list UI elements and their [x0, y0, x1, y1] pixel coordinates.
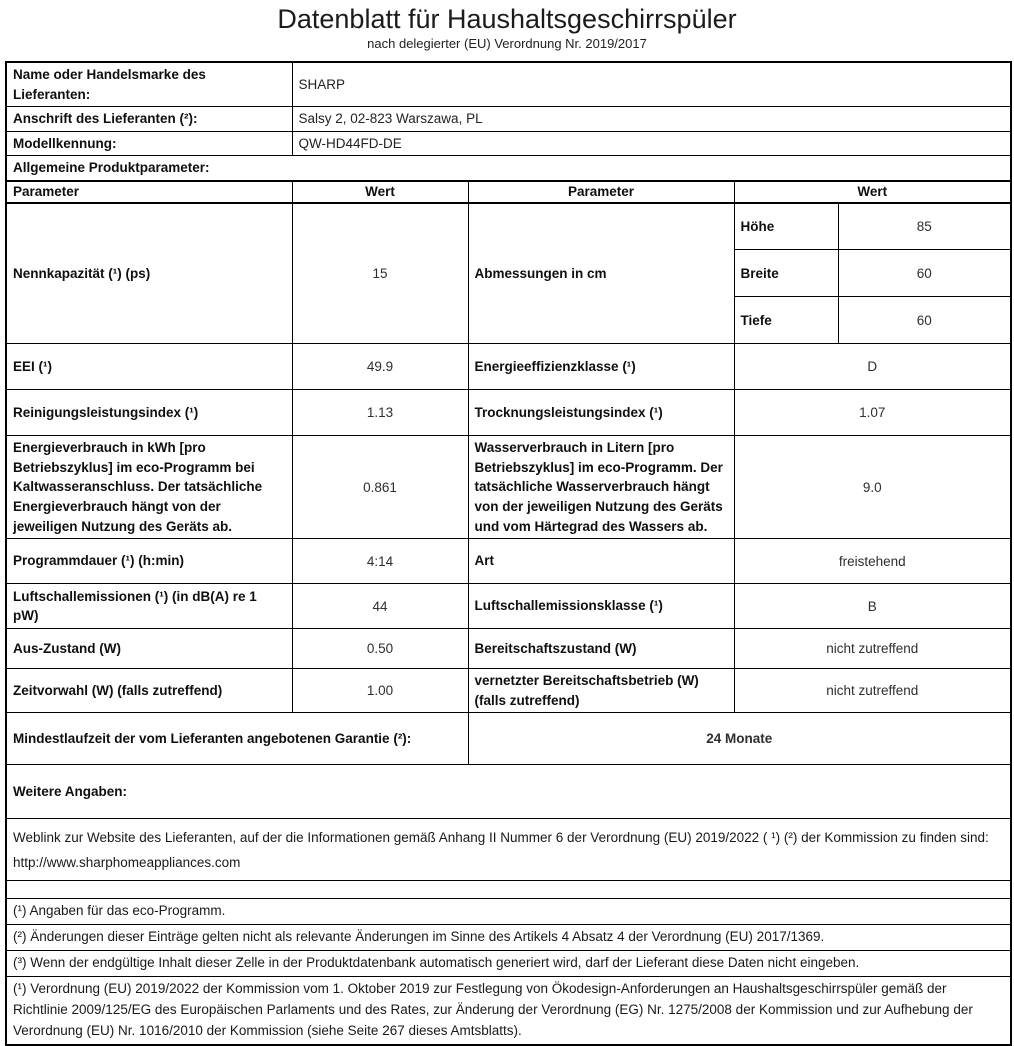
warranty-label: Mindestlaufzeit der vom Lieferanten angebotenen Garantie (²): [6, 713, 468, 765]
noise-class-value: B [734, 584, 1011, 629]
more-info-row [6, 765, 1011, 819]
warranty-row [6, 713, 1011, 765]
footnote-1: (¹) Angaben für das eco-Programm. [6, 899, 1011, 925]
more-info-label: Weitere Angaben: [6, 765, 1011, 819]
networked-standby-label: vernetzter Bereitschaftsbetrieb (W) (falls zutreffend) [468, 669, 734, 713]
section-header: Allgemeine Produktparameter: [6, 156, 1011, 181]
off-mode-value: 0.50 [292, 629, 468, 669]
delay-start-row [6, 669, 1011, 713]
capacity-value: 15 [292, 203, 468, 344]
energy-consumption-label: Energieverbrauch in kWh [pro Betriebszyklus] im eco-Programm bei Kaltwasseranschluss. Der tatsächliche Energieverbrauch hängt von der jeweiligen Nutzung des Geräts ab. [6, 436, 292, 539]
noise-class-label: Luftschallemissionsklasse (¹) [468, 584, 734, 629]
dimension-breite-label: Breite [734, 250, 838, 297]
footnote-2: (²) Änderungen dieser Einträge gelten nicht als relevante Änderungen im Sinne des Artikels 4 Absatz 4 der Verordnung (EU) 2017/1369. [6, 925, 1011, 951]
eei-value: 49.9 [292, 344, 468, 390]
capacity-label: Nennkapazität (¹) (ps) [6, 203, 292, 344]
delay-start-value: 1.00 [292, 669, 468, 713]
type-label: Art [468, 539, 734, 584]
footnote-4: (¹) Verordnung (EU) 2019/2022 der Kommission vom 1. Oktober 2019 zur Festlegung von Ökodesign-Anforderungen an Haushaltsgeschirrspüler gemäß der Richtlinie 2009/125/EG des Europäischen Parlaments und des Rates, zur Änderung der Verordnung (EG) Nr. 1275/2008 der Kommission und zur Aufhebung der Verordnung (EU) Nr. 1016/2010 der Kommission (siehe Seite 267 dieses Amtsblatts). [6, 977, 1011, 1045]
col-header-wert-right: Wert [734, 181, 1011, 203]
supplier-address-value: Salsy 2, 02-823 Warszawa, PL [292, 107, 1011, 132]
programme-duration-row [6, 539, 1011, 584]
dimension-hoehe-label: Höhe [734, 203, 838, 250]
footnote-row-4 [6, 977, 1011, 1045]
cleaning-index-label: Reinigungsleistungsindex (¹) [6, 390, 292, 436]
datasheet-table [5, 61, 1012, 1046]
energy-class-value: D [734, 344, 1011, 390]
footnote-3: (³) Wenn der endgültige Inhalt dieser Zelle in der Produktdatenbank automatisch generiert wird, darf der Lieferant diese Daten nicht eingeben. [6, 951, 1011, 977]
col-header-parameter-right: Parameter [468, 181, 734, 203]
spacer-cell [6, 881, 1011, 899]
weblink-text: Weblink zur Website des Lieferanten, auf der die Informationen gemäß Anhang II Nummer 6 der Verordnung (EU) 2019/2022 ( ¹) (²) der Kommission zu finden sind: http://www.sharphomeappliances.com [6, 819, 1011, 881]
delay-start-label: Zeitvorwahl (W) (falls zutreffend) [6, 669, 292, 713]
section-header-row [6, 156, 1011, 181]
noise-value: 44 [292, 584, 468, 629]
eei-row [6, 344, 1011, 390]
supplier-name-label: Name oder Handelsmarke des Lieferanten: [6, 62, 292, 107]
footnote-row-2 [6, 925, 1011, 951]
supplier-address-row [6, 107, 1011, 132]
model-label: Modellkennung: [6, 131, 292, 156]
model-row [6, 131, 1011, 156]
supplier-name-value: SHARP [292, 62, 1011, 107]
water-consumption-value: 9.0 [734, 436, 1011, 539]
water-consumption-label: Wasserverbrauch in Litern [pro Betriebszyklus] im eco-Programm. Der tatsächliche Wasserverbrauch hängt von der jeweiligen Nutzung des Geräts und vom Härtegrad des Wassers ab. [468, 436, 734, 539]
dimension-breite-value: 60 [838, 250, 1011, 297]
datasheet-page [0, 4, 1014, 1046]
supplier-address-label: Anschrift des Lieferanten (²): [6, 107, 292, 132]
page-subtitle: nach delegierter (EU) Verordnung Nr. 2019/2017 [367, 36, 647, 51]
column-header-row [6, 181, 1011, 203]
off-mode-label: Aus-Zustand (W) [6, 629, 292, 669]
type-value: freistehend [734, 539, 1011, 584]
drying-index-label: Trocknungsleistungsindex (¹) [468, 390, 734, 436]
capacity-dimensions-row [6, 203, 1011, 250]
dimension-tiefe-label: Tiefe [734, 297, 838, 344]
standby-value: nicht zutreffend [734, 629, 1011, 669]
warranty-value: 24 Monate [468, 713, 1011, 765]
standby-label: Bereitschaftszustand (W) [468, 629, 734, 669]
programme-duration-label: Programmdauer (¹) (h:min) [6, 539, 292, 584]
networked-standby-value: nicht zutreffend [734, 669, 1011, 713]
weblink-row [6, 819, 1011, 881]
footnote-row-1 [6, 899, 1011, 925]
energy-water-row [6, 436, 1011, 539]
drying-index-value: 1.07 [734, 390, 1011, 436]
spacer-row [6, 881, 1011, 899]
dimension-hoehe-value: 85 [838, 203, 1011, 250]
off-mode-row [6, 629, 1011, 669]
dimensions-label: Abmessungen in cm [468, 203, 734, 344]
programme-duration-value: 4:14 [292, 539, 468, 584]
page-title: Datenblatt für Haushaltsgeschirrspüler [277, 4, 737, 34]
supplier-name-row [6, 62, 1011, 107]
footnote-row-3 [6, 951, 1011, 977]
noise-label: Luftschallemissionen (¹) (in dB(A) re 1 pW) [6, 584, 292, 629]
model-value: QW-HD44FD-DE [292, 131, 1011, 156]
cleaning-index-row [6, 390, 1011, 436]
col-header-parameter-left: Parameter [6, 181, 292, 203]
eei-label: EEI (¹) [6, 344, 292, 390]
energy-class-label: Energieeffizienzklasse (¹) [468, 344, 734, 390]
col-header-wert-left: Wert [292, 181, 468, 203]
noise-row [6, 584, 1011, 629]
dimension-tiefe-value: 60 [838, 297, 1011, 344]
cleaning-index-value: 1.13 [292, 390, 468, 436]
energy-consumption-value: 0.861 [292, 436, 468, 539]
